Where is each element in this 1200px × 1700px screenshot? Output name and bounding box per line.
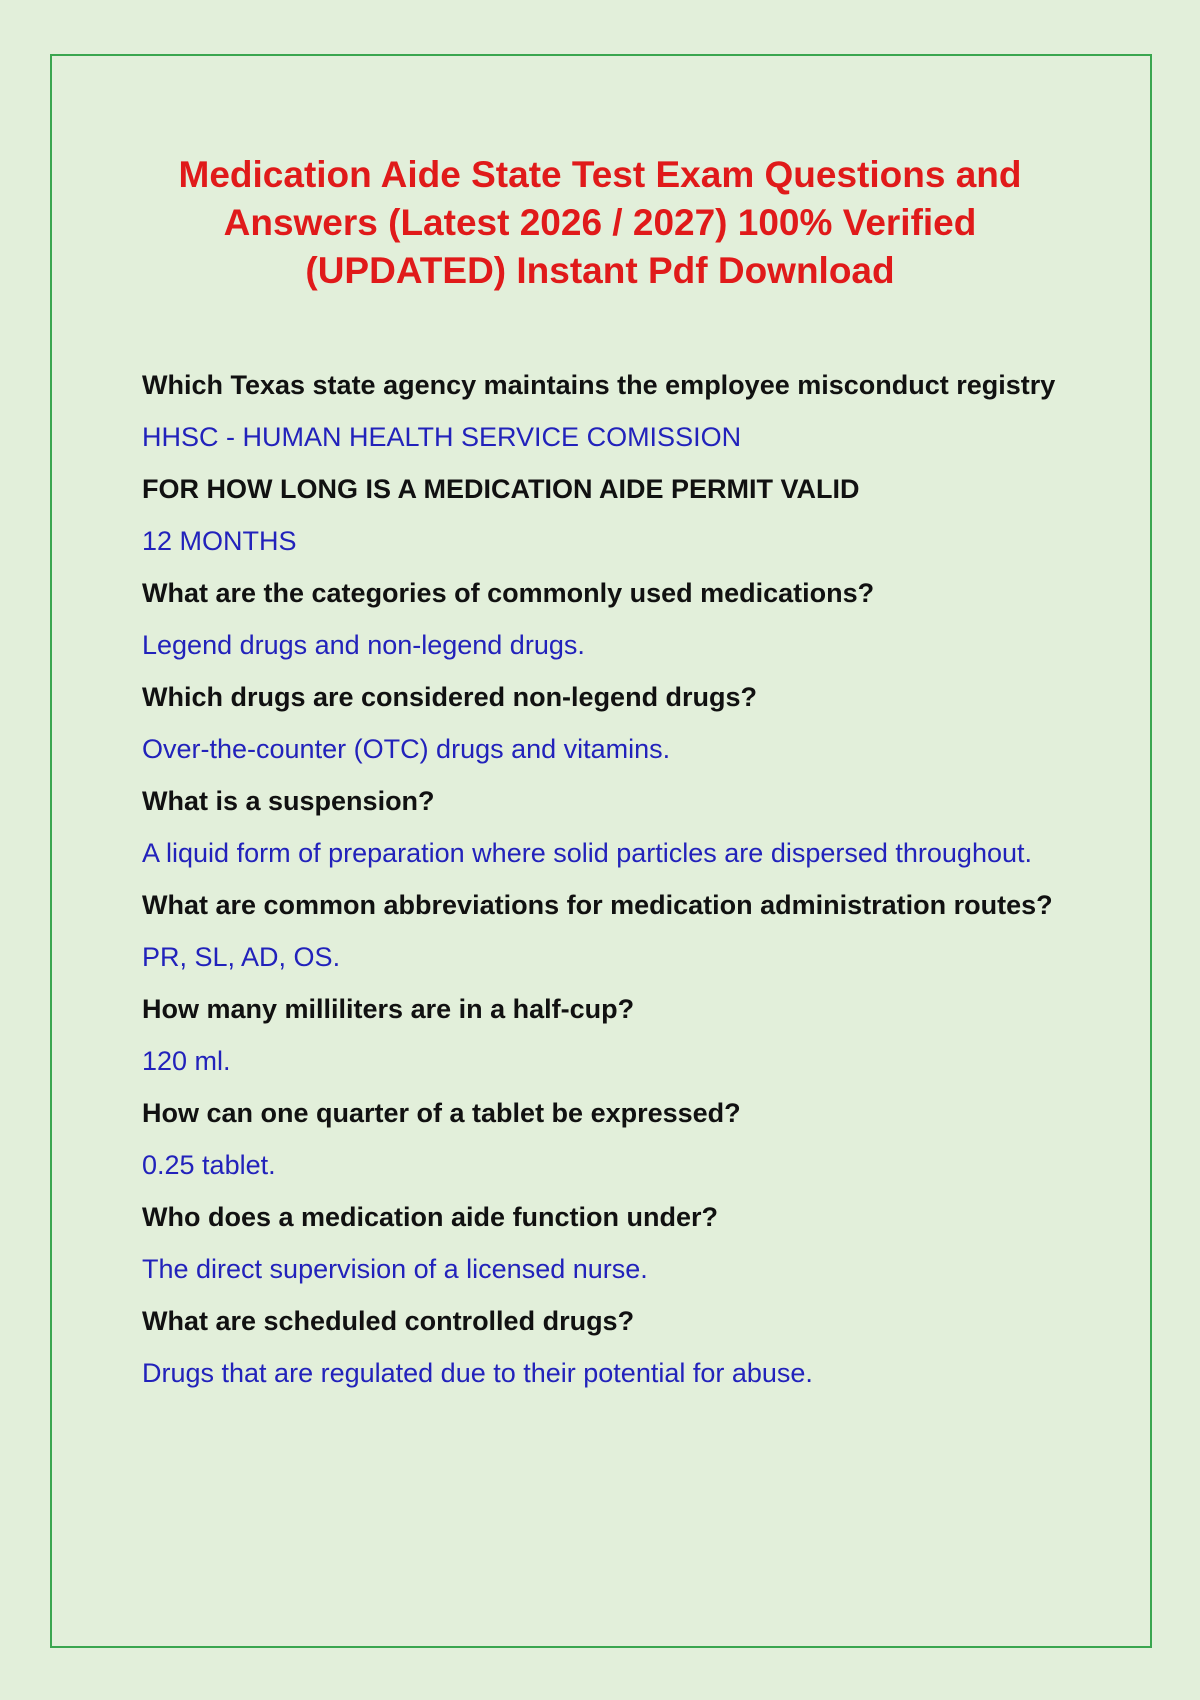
- qa-list: [142, 367, 1072, 1407]
- answer-text: 120 ml.: [142, 1046, 231, 1076]
- qa-item: [142, 471, 1072, 560]
- answer-text: 12 MONTHS: [142, 526, 297, 556]
- answer-text: The direct supervision of a licensed nurse.: [142, 1254, 648, 1284]
- question-text: What are scheduled controlled drugs?: [142, 1306, 635, 1336]
- answer-text: A liquid form of preparation where solid particles are dispersed throughout.: [142, 838, 1032, 868]
- question-text: Which Texas state agency maintains the employee misconduct registry: [142, 370, 1056, 400]
- question-text: How can one quarter of a tablet be expressed?: [142, 1098, 741, 1128]
- question-text: Who does a medication aide function under?: [142, 1202, 719, 1232]
- qa-item: [142, 1303, 1072, 1392]
- qa-item: [142, 1199, 1072, 1288]
- question-text: What is a suspension?: [142, 786, 435, 816]
- question-text: Which drugs are considered non-legend drugs?: [142, 682, 758, 712]
- question-text: FOR HOW LONG IS A MEDICATION AIDE PERMIT VALID: [142, 474, 860, 504]
- question-text: What are the categories of commonly used medications?: [142, 578, 875, 608]
- answer-text: Legend drugs and non-legend drugs.: [142, 630, 585, 660]
- qa-item: [142, 783, 1072, 872]
- answer-text: Drugs that are regulated due to their potential for abuse.: [142, 1358, 813, 1388]
- qa-item: [142, 575, 1072, 664]
- qa-item: [142, 887, 1072, 976]
- answer-text: Over-the-counter (OTC) drugs and vitamins.: [142, 734, 671, 764]
- answer-text: PR, SL, AD, OS.: [142, 942, 341, 972]
- answer-text: 0.25 tablet.: [142, 1150, 276, 1180]
- question-text: How many milliliters are in a half-cup?: [142, 994, 635, 1024]
- question-text: What are common abbreviations for medication administration routes?: [142, 890, 1053, 920]
- document-title: Medication Aide State Test Exam Questions and Answers (Latest 2026 / 2027) 100% Verified (UPDATED) Instant Pdf Download: [178, 154, 1022, 291]
- qa-item: [142, 991, 1072, 1080]
- answer-text: HHSC - HUMAN HEALTH SERVICE COMISSION: [142, 422, 742, 452]
- qa-item: [142, 367, 1072, 456]
- qa-item: [142, 679, 1072, 768]
- qa-item: [142, 1095, 1072, 1184]
